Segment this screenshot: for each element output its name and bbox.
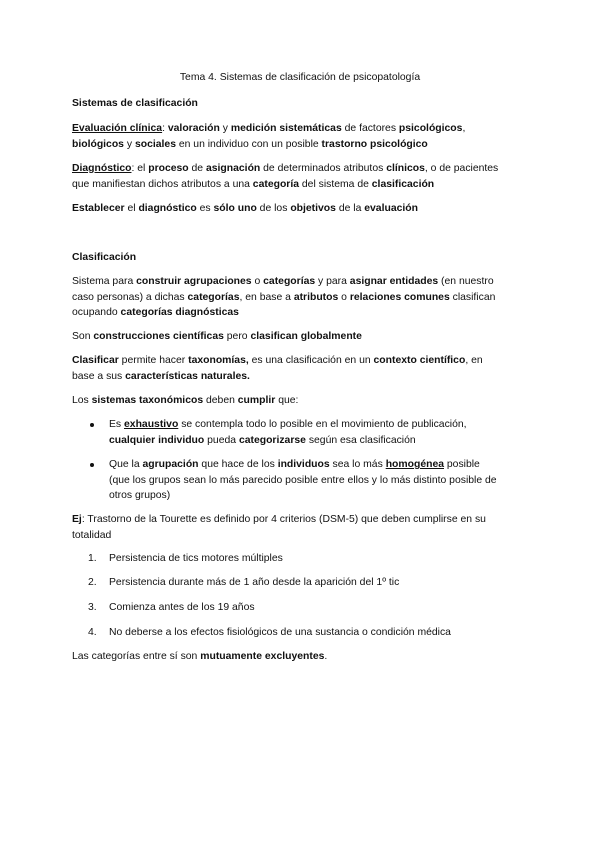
paragraph-ejemplo: Ej: Trastorno de la Tourette es definido por 4 criterios (DSM-5) que deben cumplirse en su totalidad (72, 514, 486, 541)
bullet-icon (88, 457, 102, 473)
section-heading-sistemas: Sistemas de clasificación (72, 98, 198, 109)
paragraph-establecer: Establecer el diagnóstico es sólo uno de los objetivos de la evaluación (72, 203, 418, 214)
document-page: Tema 4. Sistemas de clasificación de psicopatología Sistemas de clasificación Evaluación clínica: valoración y medición sistemáticas de factores psicológicos, biológicos y sociales en un individuo con un posible trastorno psicológico Diagnóstico: el proceso de asignación de determinados atributos clínicos, o de pacientes que manifiestan dichos atributos a una categoría del sistema de clasificación Establecer el diagnóstico es sólo uno de los objetivos de la evaluación Clasificación Sistema para construir agrupaciones o categorías y para asignar entidades (en nuestro caso personas) a dichas categorías, en base a atributos o relaciones comunes clasifican ocupando categorías diagnósticas Son construcciones científicas pero clasifican globalmente Clasificar permite hacer taxonomías, es una clasificación en un contexto científico, en base a sus características naturales. Los sistemas taxonómicos deben cumplir que: Es exhaustivo se contempla todo lo posible en el movimiento de publicación, cualquier individuo pueda categorizarse según esa clasificación Que la agrupación que hace de los individuos sea lo más homogénea posible (que los grupos sean lo más parecido posible entre ellos y lo más distinto posible de otros grupos) Ej: Trastorno de la Tourette es definido por 4 criterios (DSM-5) que deben cumplirse en su totalidad 1. Persistencia de tics motores múltiples 2. Persistencia durante más de 1 año desde la aparición del 1º tic 3. Comienza antes de los 19 años 4. No deberse a los efectos fisiológicos de una sustancia o condición médica Las categorías entre sí son mutuamente excluyentes. (0, 0, 600, 848)
list-item: Es exhaustivo se contempla todo lo posible en el movimiento de publicación, cualquier individuo pueda categorizarse según esa clasificación (88, 417, 528, 449)
bullet-icon (88, 417, 102, 433)
paragraph-evaluacion: Evaluación clínica: valoración y medición sistemáticas de factores psicológicos, biológicos y sociales en un individuo con un posible trastorno psicológico (72, 123, 466, 150)
section-heading-clasificacion: Clasificación (72, 252, 137, 263)
paragraph-sistema: Sistema para construir agrupaciones o categorías y para asignar entidades (en nuestro caso personas) a dichas categorías, en base a atributos o relaciones comunes clasifican ocupando categorías diagnósticas (72, 276, 496, 319)
paragraph-clasificar: Clasificar permite hacer taxonomías, es una clasificación en un contexto científico, en base a sus características naturales. (72, 355, 483, 382)
list-item: Que la agrupación que hace de los individuos sea lo más homogénea posible (que los grupos sean lo más parecido posible entre ellos y lo más distinto posible de otros grupos) (88, 457, 528, 505)
page-title: Tema 4. Sistemas de clasificación de psicopatología (179, 72, 421, 83)
paragraph-sistemas-taxonomicos: Los sistemas taxonómicos deben cumplir que: (72, 395, 299, 406)
paragraph-construcciones: Son construcciones científicas pero clasifican globalmente (72, 331, 362, 342)
paragraph-diagnostico: Diagnóstico: el proceso de asignación de determinados atributos clínicos, o de pacientes que manifiestan dichos atributos a una categoría del sistema de clasificación (72, 163, 499, 190)
paragraph-excluyentes: Las categorías entre sí son mutuamente excluyentes. (72, 651, 328, 662)
